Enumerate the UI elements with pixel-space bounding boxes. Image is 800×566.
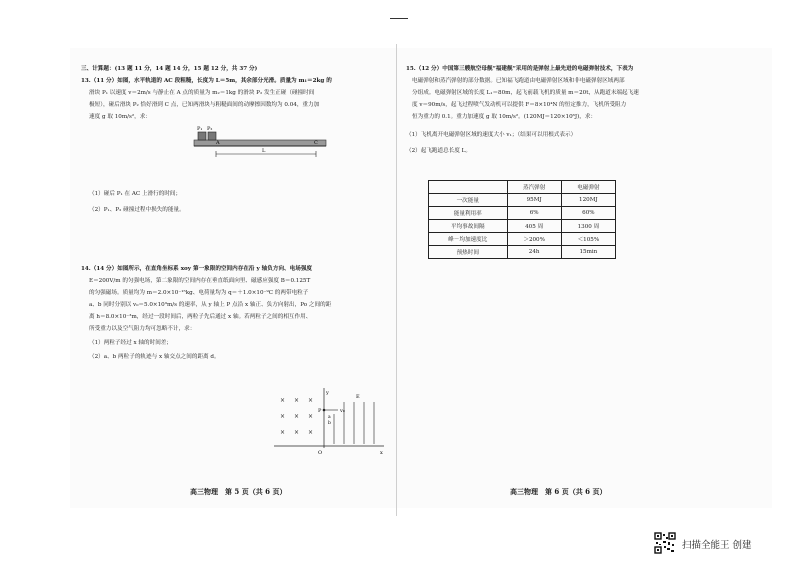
table-header-cell: 蒸汽弹射: [507, 181, 561, 194]
table-cell: 一次能量: [429, 194, 508, 207]
svg-text:×: ×: [280, 413, 286, 420]
block-p1: [198, 132, 206, 140]
table-header-row: [429, 181, 616, 194]
table-cell: 峰－均加速度比: [429, 233, 508, 246]
svg-text:×: ×: [308, 413, 314, 420]
q13-figure: [192, 118, 332, 168]
svg-text:×: ×: [294, 413, 300, 420]
svg-text:×: ×: [294, 429, 300, 436]
top-mark: [390, 18, 408, 19]
q13-line: 极短），碰后滑块 P₂ 恰好滑到 C 点，已知两滑块与粗糙面间的动摩擦因数均为 0.04，重力加: [89, 102, 320, 108]
table-cell: 能量利用率: [429, 207, 508, 220]
table-cell: 预热时间: [429, 246, 508, 259]
q14-sub: （2）a、b 两粒子的轨迹与 x 轴交点之间的距离 d。: [89, 354, 220, 360]
label-p2: P₂: [207, 126, 213, 132]
q14-sub: （1）两粒子经过 x 轴的时间差；: [89, 340, 172, 346]
table-cell: 95MJ: [507, 194, 561, 207]
svg-text:×: ×: [294, 397, 300, 404]
table-row: [429, 220, 616, 233]
label-p1: P₁: [197, 126, 203, 132]
q15-line: 15.（12 分）中国第三艘航空母舰“福建舰”采用的是弹射上最先进的电磁弹射技术，下表为: [406, 66, 634, 72]
origin-label: O: [318, 450, 323, 456]
page-divider: [396, 44, 397, 516]
table-cell: ＜105%: [561, 233, 615, 246]
table-cell: 1300 周: [561, 220, 615, 233]
q13-line: 速度 g 取 10m/s²，求：: [89, 114, 151, 120]
particle-a-label: a: [328, 415, 331, 420]
particle-b-label: b: [328, 421, 331, 426]
magnetic-field-crosses: [280, 397, 313, 436]
q15-line: 分组成。电磁弹射区域的长度 L₁＝80m，起飞前载飞机的质量 m＝20t，从跑道末端起飞速: [412, 90, 639, 96]
point-p-label: P: [318, 408, 322, 414]
table-row: [429, 246, 616, 259]
q13-line: 滑块 P₁ 以速度 v＝2m/s 与静止在 A 点的质量为 m₂＝1kg 的滑块 P₂ 发生正碰（碰撞时间: [89, 90, 315, 96]
table-cell: 平均事故间隔: [429, 220, 508, 233]
section-title: 三、计算题：(13 题 11 分，14 题 14 分，15 题 12 分，共 37 分): [81, 66, 258, 72]
table-cell: 6%: [507, 207, 561, 220]
block-p2: [208, 132, 216, 140]
field-e-label: E: [356, 394, 360, 400]
table-cell: ＞200%: [507, 233, 561, 246]
q14-line: E＝200V/m 的匀强电场，第二象限的空间内存在垂直纸面向里、磁感应强度 B＝0.125T: [89, 278, 311, 284]
label-a: A: [216, 140, 220, 146]
axis-x-label: x: [380, 450, 383, 456]
scanner-brand: 扫描全能王 创建: [682, 540, 752, 551]
label-l: L: [262, 148, 266, 154]
page-5-footer: 高三物理 第 5 页（共 6 页）: [190, 487, 287, 496]
q13-line: 13.（11 分）如图，水平轨道的 AC 段粗糙，长度为 L＝5m，其余部分光滑。质量为 m₁＝2kg 的: [81, 78, 332, 84]
q15-sub: （1）飞机离开电磁弹射区域的速度大小 v₁；（结果可以用根式表示）: [406, 132, 577, 138]
table-header-cell: [429, 181, 508, 194]
qr-code-icon: [654, 532, 676, 554]
label-c: C: [314, 140, 318, 146]
q15-line: 电磁弹射和蒸汽弹射的部分数据。已知福飞跑道由电磁弹射区域和非电磁弹射区域两部: [412, 78, 625, 84]
v0-label: v₀: [340, 408, 345, 414]
q14-line: 离 h＝8.0×10⁻³m，经过一段时间后，两粒子先后通过 x 轴。若两粒子之间的相互作用、: [89, 314, 312, 320]
svg-text:×: ×: [308, 429, 314, 436]
table-cell: 15min: [561, 246, 615, 259]
table-cell: 24h: [507, 246, 561, 259]
page-6-footer: 高三物理 第 6 页（共 6 页）: [510, 487, 607, 496]
q15-sub: （2）起飞跑道总长度 L。: [406, 148, 471, 154]
table-header-cell: 电磁弹射: [561, 181, 615, 194]
table-row: [429, 194, 616, 207]
table-cell: 405 周: [507, 220, 561, 233]
axis-y-label: y: [326, 390, 329, 396]
svg-text:×: ×: [308, 397, 314, 404]
q15-line: 恒为重力的 0.1。重力加速度 g 取 10m/s²。(120MJ＝120×10⁶J)，求：: [412, 114, 597, 120]
table-cell: 120MJ: [561, 194, 615, 207]
svg-text:×: ×: [280, 397, 286, 404]
table-cell: 60%: [561, 207, 615, 220]
q14-line: a、b 同时分别以 v₀＝5.0×10³m/s 的速率，从 y 轴上 P 点沿 x 轴正、负方向射出，Po 之间的距: [89, 302, 332, 308]
q14-line: 14.（14 分）如图所示，在直角坐标系 xoy 第一象限的空间内存在沿 y 轴负方向、电场强度: [81, 266, 313, 272]
catapult-comparison-table: [428, 180, 616, 259]
table-row: [429, 207, 616, 220]
q13-sub: （1）碰后 P₁ 在 AC 上滑行的时间；: [89, 191, 182, 197]
table-row: [429, 233, 616, 246]
q13-sub: （2）P₁、P₂ 碰撞过程中损失的能量。: [89, 207, 185, 213]
q14-figure: [272, 386, 388, 458]
q14-line: 的匀强磁场。质量均为 m＝2.0×10⁻¹⁵kg、电荷量均为 q＝＋1.0×10⁻⁹C 的两带电粒子: [89, 290, 309, 296]
q15-line: 度 v＝90m/s，起飞过程喷气发动机可以提供 F＝8×10⁴N 的恒定推力，飞机所受阻力: [412, 102, 627, 108]
svg-text:×: ×: [280, 429, 286, 436]
q14-line: 所受重力以及空气阻力均可忽略不计，求：: [89, 326, 196, 332]
